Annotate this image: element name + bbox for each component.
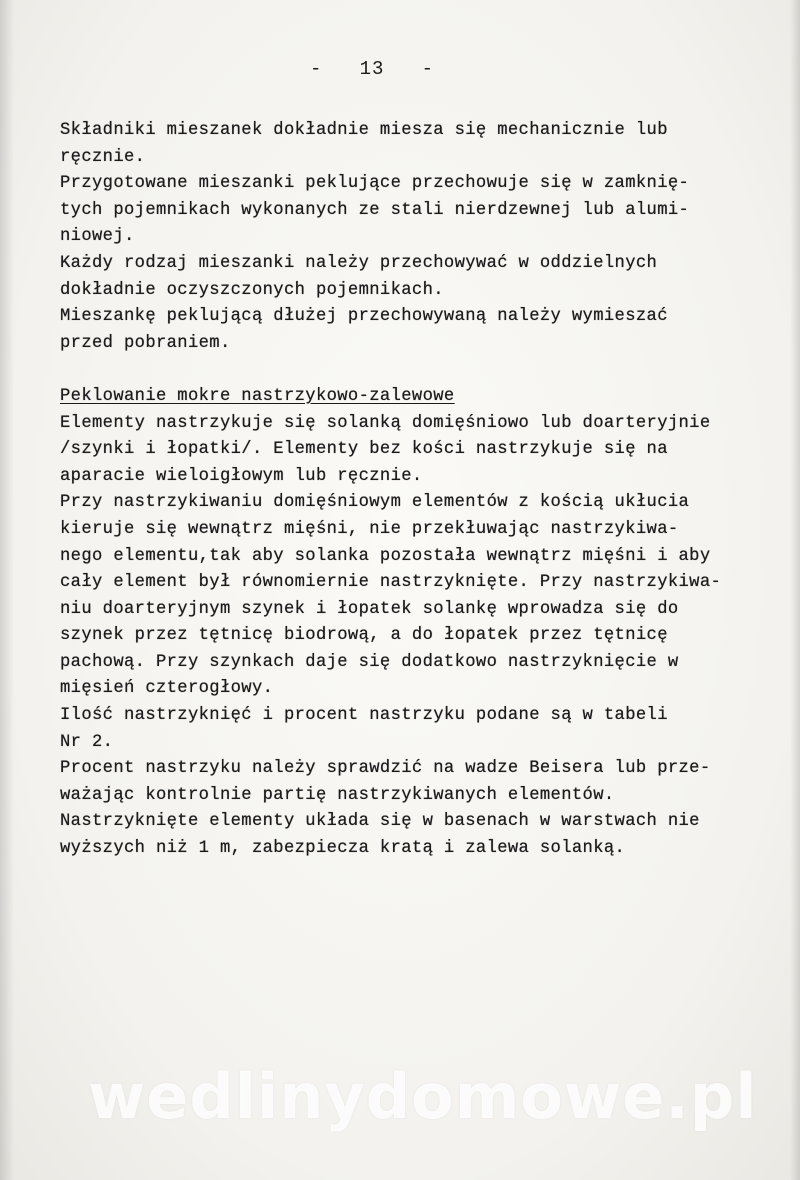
text-line: mięsień czterogłowy. <box>60 679 274 699</box>
section-heading: Peklowanie mokre nastrzykowo-zalewowe <box>60 386 455 406</box>
paragraph-gap <box>60 357 730 384</box>
text-line: Nastrzyknięte elementy układa się w basenach w warstwach nie <box>60 812 700 832</box>
text-line: Procent nastrzyku należy sprawdzić na wadze Beisera lub prze- <box>60 759 711 779</box>
text-line: Przygotowane mieszanki peklujące przechowuje się w zamknię- <box>60 174 690 194</box>
text-line: Mieszankę peklującą dłużej przechowywaną należy wymieszać <box>60 307 668 327</box>
page-number: - 13 - <box>310 58 435 80</box>
body-text <box>60 118 730 863</box>
scan-edge-shadow-right <box>790 0 800 1180</box>
text-line: kieruje się wewnątrz mięśni, nie przekłuwając nastrzykiwa- <box>60 519 679 539</box>
text-line: szynek przez tętnicę biodrową, a do łopatek przez tętnicę <box>60 626 668 646</box>
text-line: Elementy nastrzykuje się solanką domięśniowo lub doarteryjnie <box>60 413 711 433</box>
text-line: ręcznie. <box>60 147 146 167</box>
text-line: Składniki mieszanek dokładnie miesza się mechanicznie lub <box>60 121 668 140</box>
text-line: cały element był równomiernie nastrzyknięte. Przy nastrzykiwa- <box>60 573 722 593</box>
text-line: Nr 2. <box>60 732 114 752</box>
text-line: Każdy rodzaj mieszanki należy przechowywać w oddzielnych <box>60 253 658 273</box>
text-line: dokładnie oczyszczonych pojemnikach. <box>60 280 444 300</box>
text-line: Przy nastrzykiwaniu domięśniowym elementów z kością ukłucia <box>60 493 690 513</box>
text-line: ważając kontrolnie partię nastrzykiwanych elementów. <box>60 785 615 805</box>
text-line: wyższych niż 1 m, zabezpiecza kratą i zalewa solanką. <box>60 839 626 859</box>
text-line: niu doarteryjnym szynek i łopatek solankę wprowadza się do <box>60 599 679 619</box>
text-line: /szynki i łopatki/. Elementy bez kości nastrzykuje się na <box>60 440 668 460</box>
text-line: nego elementu,tak aby solanka pozostała wewnątrz mięśni i aby <box>60 546 711 566</box>
text-line: Ilość nastrzyknięć i procent nastrzyku podane są w tabeli <box>60 706 668 726</box>
scan-edge-shadow-left <box>0 0 14 1180</box>
text-line: niowej. <box>60 227 135 247</box>
text-line: aparacie wieloigłowym lub ręcznie. <box>60 466 423 486</box>
watermark: wedlinydomowe.pl <box>88 1060 758 1133</box>
text-line: pachową. Przy szynkach daje się dodatkowo nastrzyknięcie w <box>60 652 679 672</box>
text-line: przed pobraniem. <box>60 333 231 353</box>
text-line: tych pojemnikach wykonanych ze stali nierdzewnej lub alumi- <box>60 200 690 220</box>
